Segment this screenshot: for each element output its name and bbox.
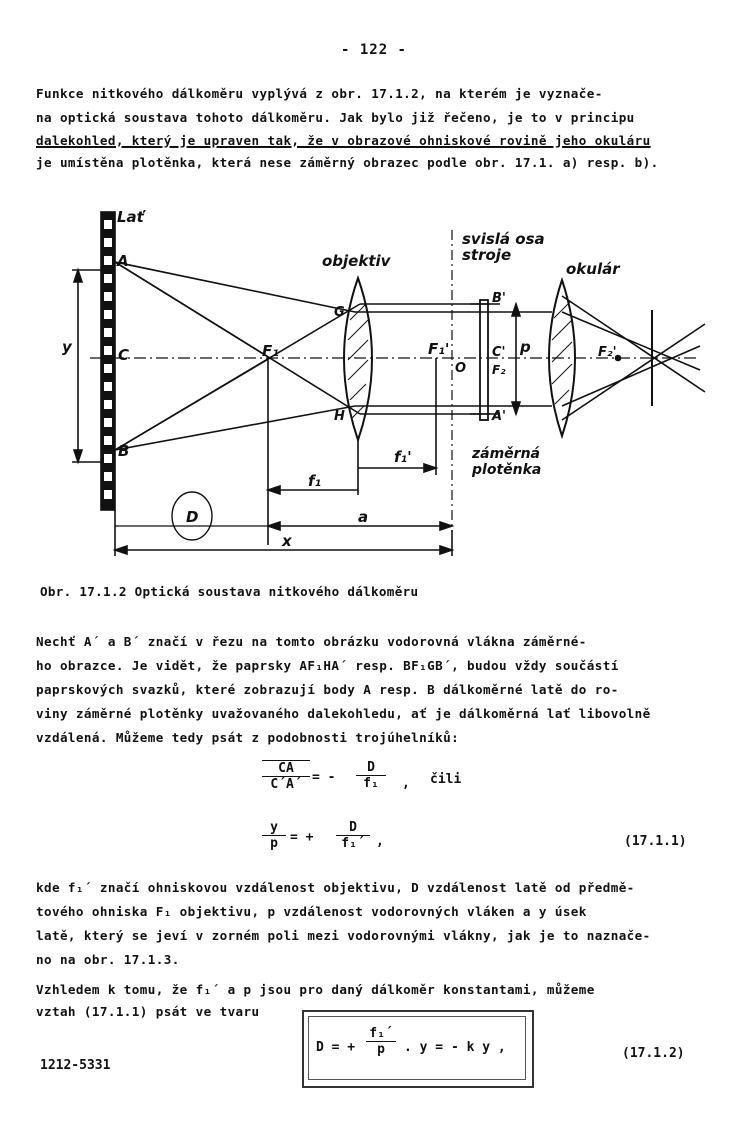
label-f1: f₁	[308, 472, 322, 490]
label-p: p	[520, 338, 531, 356]
eq1-comma: ,	[402, 776, 410, 791]
label-H: H	[334, 409, 345, 424]
figure-caption: Obr. 17.1.2 Optická soustava nitkového dálkoměru	[40, 584, 419, 599]
label-F2-prime: F₂'	[598, 345, 617, 360]
paragraph3-line2: tového ohniska F₁ objektivu, p vzdálenost vodorovných vláken a y úsek	[36, 904, 587, 919]
paragraph4-line2: vztah (17.1.1) psát ve tvaru	[36, 1004, 260, 1019]
paragraph1-line3: dalekohled, který je upraven tak, že v obrazové ohniskové rovině jeho okuláru	[36, 133, 651, 148]
label-C: C	[118, 346, 130, 364]
eq1-right-fraction	[356, 760, 386, 791]
label-zamerna: záměrná	[472, 446, 540, 462]
label-B-prime: B'	[492, 291, 506, 306]
paragraph2-line5: vzdálená. Můžeme tedy psát z podobnosti trojúhelníků:	[36, 730, 460, 745]
paragraph2-line4: viny záměrné plotěnky uvažovaného dalekohledu, ať je dálkoměrná lať libovolně	[36, 706, 651, 721]
footer-code: 1212-5331	[40, 1058, 111, 1073]
paragraph3-line1: kde f₁´ značí ohniskovou vzdálenost objektivu, D vzdálenost latě od předmě-	[36, 880, 635, 895]
paragraph1-line1: Funkce nitkového dálkoměru vyplývá z obr. 17.1.2, na kterém je vyznače-	[36, 86, 603, 101]
label-stroje: stroje	[462, 246, 512, 264]
label-B: B	[118, 442, 130, 460]
eq3-rhs: . y = - k y ,	[404, 1040, 506, 1055]
label-G: G	[334, 305, 345, 320]
paragraph2-line3: paprskových svazků, které zobrazují body A resp. B dálkoměrné latě do ro-	[36, 682, 619, 697]
label-F1: F₁	[262, 342, 279, 360]
eq3-num: f₁´	[369, 1026, 393, 1041]
eq3-lhs: D = +	[316, 1040, 356, 1055]
label-F2: F₂	[492, 363, 506, 377]
eq1-sign: = -	[312, 770, 336, 785]
eq2-rnum: D	[349, 820, 357, 835]
eyepiece-hatch	[552, 302, 572, 404]
paragraph2-line1: Nechť A´ a B´ značí v řezu na tomto obrázku vodorovná vlákna záměrné-	[36, 634, 587, 649]
label-A-prime: A'	[492, 409, 507, 424]
eq2-num: y	[270, 820, 278, 835]
label-svisla-osa: svislá osa	[462, 230, 545, 248]
label-O: O	[455, 361, 467, 376]
label-D: D	[186, 508, 199, 526]
eq2-left-fraction	[262, 820, 286, 851]
label-F1-prime: F₁'	[428, 340, 450, 358]
eq2-den: p	[262, 835, 286, 851]
eq3-fraction	[366, 1026, 396, 1057]
objective-hatch	[348, 304, 368, 418]
eq1-rnum: D	[367, 760, 375, 775]
label-lat: Lať	[117, 208, 144, 226]
eq2-rden: f₁´	[336, 835, 370, 851]
eq2-sign: = +	[290, 830, 314, 845]
eq1-rden: f₁	[356, 775, 386, 791]
optical-system-figure	[0, 200, 748, 570]
eq2-right-fraction	[336, 820, 370, 851]
label-okular: okulár	[566, 260, 620, 278]
eq2-comma: ,	[376, 834, 384, 849]
label-objektiv: objektiv	[322, 252, 391, 270]
label-y: y	[62, 338, 72, 356]
label-plotenka: plotěnka	[472, 462, 542, 478]
label-A: A	[117, 252, 129, 270]
paragraph3-line3: latě, který se jeví v zorném poli mezi vodorovnými vlákny, jak je to naznače-	[36, 928, 651, 943]
label-C-prime: C'	[492, 345, 506, 360]
paragraph1-line4: je umístěna plotěnka, která nese záměrný obrazec podle obr. 17.1. a) resp. b).	[36, 155, 659, 170]
eq1-num: CA	[262, 760, 310, 776]
page-number: - 122 -	[340, 42, 407, 58]
label-f1-prime: f₁'	[394, 448, 412, 466]
paragraph1-line2: na optická soustava tohoto dálkoměru. Jak bylo již řečeno, je to v principu	[36, 110, 635, 125]
eq3-number: (17.1.2)	[622, 1046, 685, 1061]
paragraph2-line2: ho obrazce. Je vidět, že paprsky AF₁HA´ resp. BF₁GB´, budou vždy součástí	[36, 658, 619, 673]
paragraph3-line4: no na obr. 17.1.3.	[36, 952, 180, 967]
eq3-den: p	[366, 1041, 396, 1057]
eq1-left-fraction	[262, 760, 310, 792]
eq1-word: čili	[430, 772, 462, 787]
label-x: x	[282, 532, 292, 550]
eq1-den: C´A´	[262, 776, 310, 792]
eq2-number: (17.1.1)	[624, 834, 687, 849]
paragraph4-line1: Vzhledem k tomu, že f₁´ a p jsou pro daný dálkoměr konstantami, můžeme	[36, 982, 595, 997]
label-a: a	[358, 508, 369, 526]
